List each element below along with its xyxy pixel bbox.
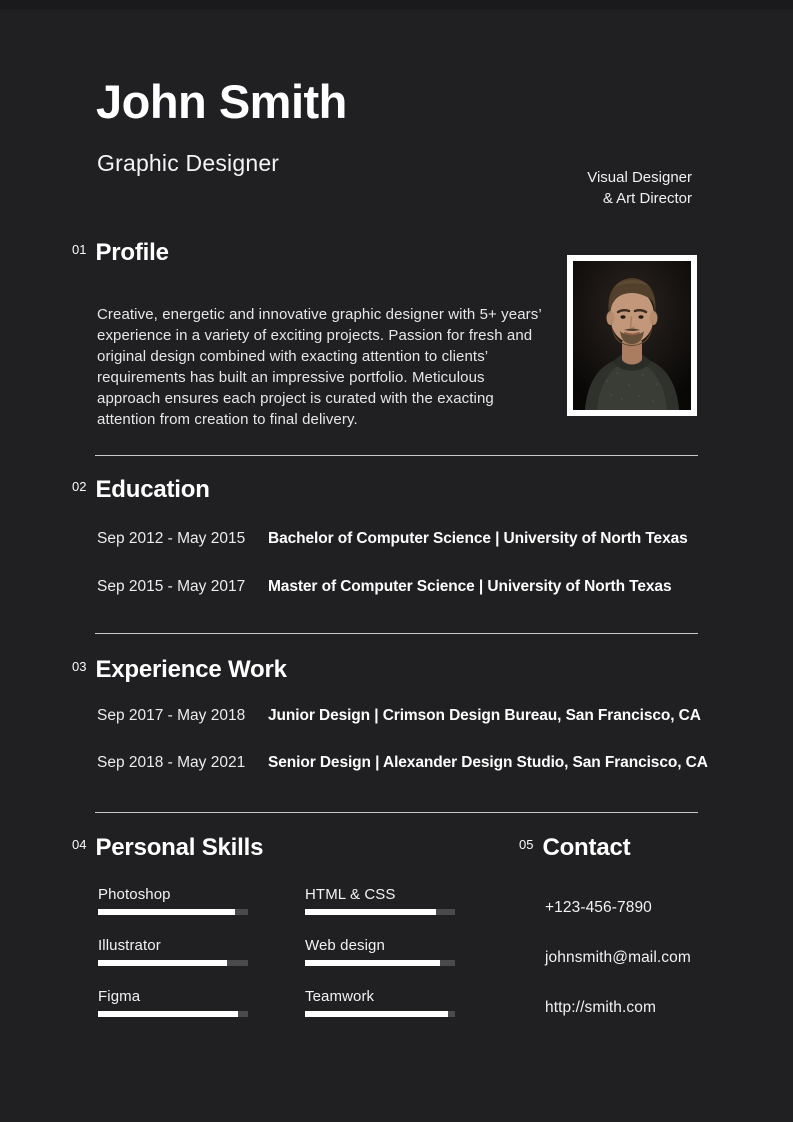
experience-entry bbox=[97, 753, 708, 772]
tagline bbox=[587, 167, 692, 209]
skill-label: Photoshop bbox=[98, 886, 171, 903]
profile-text: Creative, energetic and innovative graphic designer with 5+ years’ experience in a variety of exciting projects. Passion for fresh and original design combined with exacting attention to clients’ requirements has built an impressive portfolio. Meticulous approach ensures each project is curated with the exacting attention from creation to final delivery. bbox=[97, 306, 542, 428]
skill-bar-fill bbox=[98, 909, 235, 915]
divider bbox=[95, 812, 698, 813]
skill-item bbox=[98, 988, 248, 1017]
profile-section-number: 01 bbox=[72, 242, 87, 257]
education-section-title: Education bbox=[95, 476, 210, 503]
skills-column-left bbox=[98, 886, 248, 1039]
skill-bar bbox=[305, 1011, 455, 1017]
skill-label: Illustrator bbox=[98, 937, 161, 954]
skills-section-heading bbox=[72, 835, 263, 861]
tagline-line-2: & Art Director bbox=[602, 190, 692, 207]
experience-section-heading bbox=[72, 657, 287, 683]
contact-section-number: 05 bbox=[519, 837, 534, 852]
experience-section-number: 03 bbox=[72, 659, 87, 674]
skill-label: Web design bbox=[305, 937, 385, 954]
tagline-line-1: Visual Designer bbox=[587, 169, 692, 186]
portrait-illustration bbox=[573, 261, 691, 410]
profile-section-heading bbox=[72, 240, 169, 266]
skills-column-right bbox=[305, 886, 455, 1039]
skill-bar-fill bbox=[98, 1011, 238, 1017]
education-entry bbox=[97, 529, 688, 548]
skill-item bbox=[305, 937, 455, 966]
experience-entry bbox=[97, 706, 701, 725]
experience-period: Sep 2017 - May 2018 bbox=[97, 707, 246, 724]
experience-section-title: Experience Work bbox=[95, 656, 287, 683]
divider bbox=[95, 455, 698, 456]
skills-section-number: 04 bbox=[72, 837, 87, 852]
skill-item bbox=[98, 937, 248, 966]
skill-item bbox=[305, 988, 455, 1017]
skill-bar-fill bbox=[305, 909, 436, 915]
skill-item bbox=[305, 886, 455, 915]
skill-bar bbox=[98, 960, 248, 966]
education-entry bbox=[97, 577, 671, 596]
skill-bar bbox=[305, 909, 455, 915]
education-period: Sep 2015 - May 2017 bbox=[97, 578, 246, 595]
skill-bar bbox=[98, 909, 248, 915]
education-section-number: 02 bbox=[72, 479, 87, 494]
skill-bar-fill bbox=[305, 1011, 448, 1017]
skill-label: Teamwork bbox=[305, 988, 375, 1005]
job-title: Graphic Designer bbox=[97, 150, 280, 176]
skill-label: HTML & CSS bbox=[305, 886, 396, 903]
education-description: Bachelor of Computer Science | University of North Texas bbox=[268, 530, 688, 547]
portrait-photo bbox=[567, 255, 697, 416]
education-section-heading bbox=[72, 477, 210, 503]
skill-label: Figma bbox=[98, 988, 141, 1005]
skill-item bbox=[98, 886, 248, 915]
divider bbox=[95, 633, 698, 634]
education-description: Master of Computer Science | University of North Texas bbox=[268, 578, 672, 595]
experience-description: Senior Design | Alexander Design Studio, San Francisco, CA bbox=[268, 754, 708, 771]
contact-section-heading bbox=[519, 835, 630, 861]
skill-bar bbox=[305, 960, 455, 966]
skill-bar-fill bbox=[98, 960, 227, 966]
experience-period: Sep 2018 - May 2021 bbox=[97, 754, 246, 771]
skill-bar bbox=[98, 1011, 248, 1017]
skill-bar-fill bbox=[305, 960, 440, 966]
contact-section-title: Contact bbox=[542, 834, 631, 861]
skills-section-title: Personal Skills bbox=[95, 834, 264, 861]
contact-website-link[interactable]: http://smith.com bbox=[545, 999, 656, 1016]
experience-description: Junior Design | Crimson Design Bureau, San Francisco, CA bbox=[268, 707, 701, 724]
contact-phone: +123-456-7890 bbox=[545, 899, 652, 916]
profile-section-title: Profile bbox=[95, 239, 169, 266]
top-edge-strip bbox=[0, 0, 793, 9]
contact-email-link[interactable]: johnsmith@mail.com bbox=[545, 949, 691, 966]
page-title: John Smith bbox=[96, 75, 347, 128]
education-period: Sep 2012 - May 2015 bbox=[97, 530, 246, 547]
